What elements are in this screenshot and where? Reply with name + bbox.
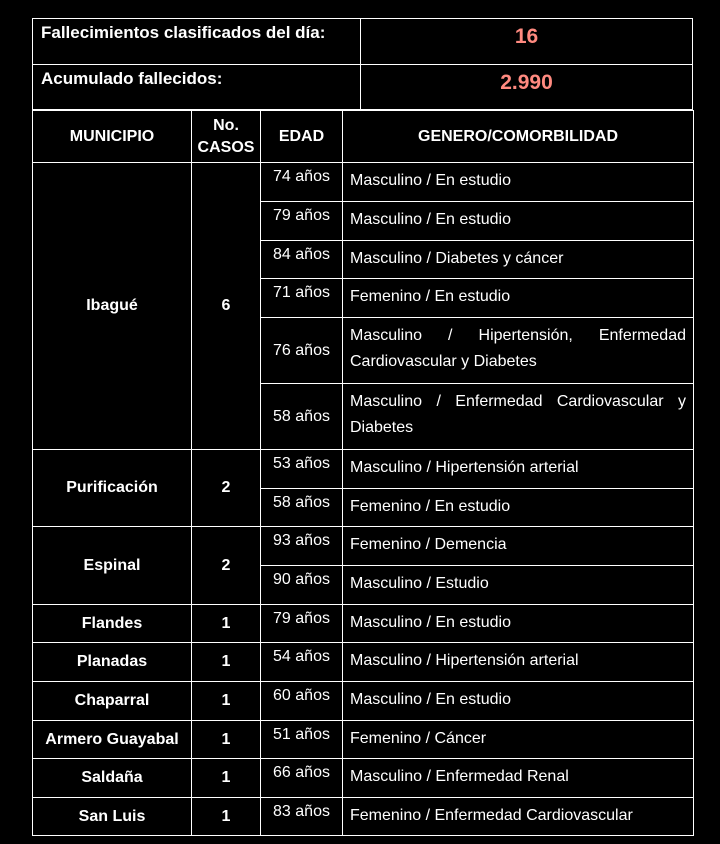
- genero-cell: Masculino / Hipertensión arterial: [343, 450, 694, 489]
- municipio-cell: Ibagué: [33, 163, 192, 450]
- genero-cell: Masculino / En estudio: [343, 202, 694, 241]
- genero-cell: Masculino / Enfermedad Renal: [343, 759, 694, 798]
- edad-cell: 71 años: [261, 279, 343, 318]
- genero-cell: Femenino / Cáncer: [343, 721, 694, 759]
- casos-cell: 2: [192, 450, 261, 527]
- genero-cell: Femenino / Enfermedad Cardiovascular: [343, 798, 694, 836]
- table-row: [33, 605, 694, 643]
- edad-cell: 79 años: [261, 202, 343, 241]
- edad-cell: 90 años: [261, 566, 343, 605]
- municipio-cell: Chaparral: [33, 682, 192, 721]
- edad-cell: 51 años: [261, 721, 343, 759]
- table-row: [33, 527, 694, 566]
- genero-cell: Femenino / Demencia: [343, 527, 694, 566]
- table-row: [33, 721, 694, 759]
- table-row: [33, 450, 694, 489]
- table-row: [33, 798, 694, 836]
- genero-cell: Masculino / En estudio: [343, 682, 694, 721]
- daily-deaths-label: Fallecimientos clasificados del día:: [33, 19, 361, 65]
- header-casos: [192, 111, 261, 163]
- genero-cell: Masculino / Enfermedad Cardiovascular y Diabetes: [343, 384, 694, 450]
- genero-cell: Femenino / En estudio: [343, 489, 694, 527]
- edad-cell: 79 años: [261, 605, 343, 643]
- municipio-cell: Planadas: [33, 643, 192, 682]
- edad-cell: 53 años: [261, 450, 343, 489]
- genero-cell: Masculino / Hipertensión, Enfermedad Cardiovascular y Diabetes: [343, 318, 694, 384]
- table-row: [33, 759, 694, 798]
- edad-cell: 84 años: [261, 241, 343, 279]
- casos-cell: 1: [192, 643, 261, 682]
- edad-cell: 58 años: [261, 489, 343, 527]
- genero-cell: Masculino / Hipertensión arterial: [343, 643, 694, 682]
- summary-row-total: [33, 65, 693, 110]
- municipio-cell: Flandes: [33, 605, 192, 643]
- genero-cell: Masculino / En estudio: [343, 163, 694, 202]
- edad-cell: 93 años: [261, 527, 343, 566]
- municipio-cell: Purificación: [33, 450, 192, 527]
- header-casos-line1: No.: [213, 116, 239, 134]
- table-row: [33, 163, 694, 202]
- table-body: [33, 163, 694, 836]
- summary-table: [32, 18, 693, 110]
- casos-cell: 2: [192, 527, 261, 605]
- total-deaths-value: 2.990: [361, 65, 693, 110]
- municipio-cell: Espinal: [33, 527, 192, 605]
- casos-cell: 6: [192, 163, 261, 450]
- edad-cell: 66 años: [261, 759, 343, 798]
- header-genero: GENERO/COMORBILIDAD: [343, 111, 694, 163]
- header-casos-line2: CASOS: [197, 138, 255, 156]
- casos-cell: 1: [192, 721, 261, 759]
- header-edad: EDAD: [261, 111, 343, 163]
- deaths-table: [32, 110, 694, 836]
- municipio-cell: Armero Guayabal: [33, 721, 192, 759]
- casos-cell: 1: [192, 759, 261, 798]
- header-row: [33, 111, 694, 163]
- edad-cell: 74 años: [261, 163, 343, 202]
- casos-cell: 1: [192, 682, 261, 721]
- edad-cell: 76 años: [261, 318, 343, 384]
- total-deaths-label: Acumulado fallecidos:: [33, 65, 361, 110]
- table-row: [33, 643, 694, 682]
- genero-cell: Masculino / Diabetes y cáncer: [343, 241, 694, 279]
- edad-cell: 58 años: [261, 384, 343, 450]
- table-row: [33, 682, 694, 721]
- genero-cell: Masculino / En estudio: [343, 605, 694, 643]
- genero-cell: Masculino / Estudio: [343, 566, 694, 605]
- casos-cell: 1: [192, 798, 261, 836]
- daily-deaths-value: 16: [361, 19, 693, 65]
- genero-cell: Femenino / En estudio: [343, 279, 694, 318]
- edad-cell: 83 años: [261, 798, 343, 836]
- municipio-cell: San Luis: [33, 798, 192, 836]
- summary-row-daily: [33, 19, 693, 65]
- municipio-cell: Saldaña: [33, 759, 192, 798]
- edad-cell: 54 años: [261, 643, 343, 682]
- edad-cell: 60 años: [261, 682, 343, 721]
- casos-cell: 1: [192, 605, 261, 643]
- header-municipio: MUNICIPIO: [33, 111, 192, 163]
